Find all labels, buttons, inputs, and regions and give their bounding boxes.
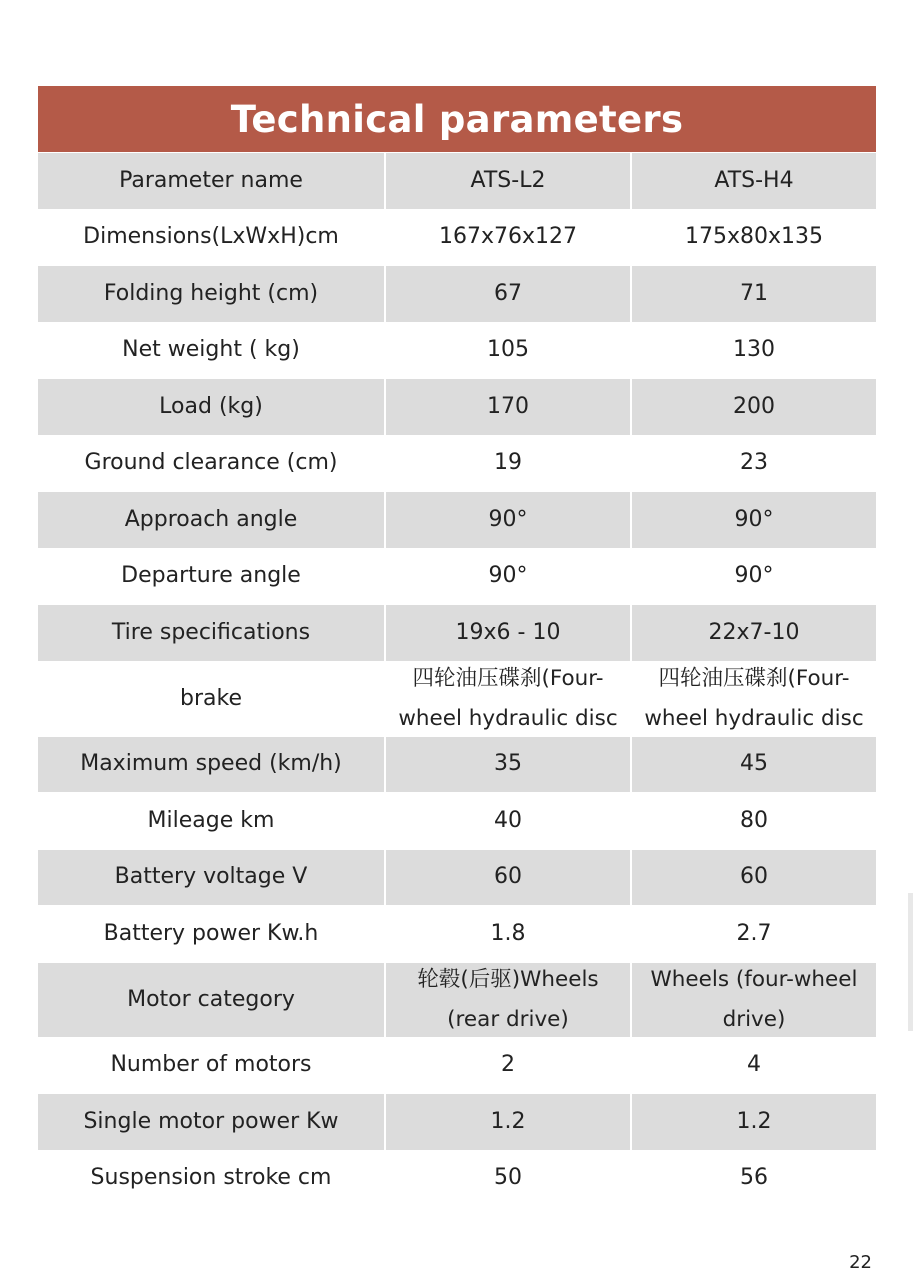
row-value-h4: 90° xyxy=(630,549,876,605)
row-label: Motor category xyxy=(38,963,384,1037)
row-value-l2: 40 xyxy=(384,793,630,849)
row-label: Net weight ( kg) xyxy=(122,337,300,363)
row-value-h4 xyxy=(630,963,876,1037)
table-row xyxy=(38,491,876,548)
row-value-h4: 2.7 xyxy=(630,906,876,962)
row-value-l2: 90° xyxy=(384,549,630,605)
row-label: Departure angle xyxy=(121,563,301,589)
table-body xyxy=(38,152,876,1206)
row-value-h4-line2: wheel hydraulic disc xyxy=(644,705,864,731)
row-value-h4: 200 xyxy=(630,379,876,435)
row-value-l2: 50 xyxy=(384,1151,630,1207)
table-row xyxy=(38,792,876,849)
row-value-l2-line1: 轮毂(后驱)Wheels xyxy=(417,966,599,992)
row-value-l2-line2: wheel hydraulic disc xyxy=(398,705,618,731)
row-value-h4: 130 xyxy=(630,323,876,379)
row-value-h4: 80 xyxy=(630,793,876,849)
row-value-l2: 67 xyxy=(384,266,630,322)
row-value-l2: 1.2 xyxy=(384,1094,630,1150)
table-row xyxy=(38,209,876,266)
row-value-h4-line1: Wheels (four-wheel xyxy=(650,966,858,992)
row-label: Dimensions(LxWxH)cm xyxy=(83,224,339,250)
table-row xyxy=(38,1150,876,1207)
row-value-h4-line2: drive) xyxy=(722,1006,786,1032)
row-label: Battery voltage V xyxy=(38,850,384,906)
row-value-h4: 175x80x135 xyxy=(630,210,876,266)
row-label: Single motor power Kw xyxy=(38,1094,384,1150)
table-row xyxy=(38,322,876,379)
row-value-h4-line1: 四轮油压碟刹(Four- xyxy=(658,665,850,691)
table-row xyxy=(38,548,876,605)
parameters-table xyxy=(38,86,876,1206)
row-label: Tire specifications xyxy=(38,605,384,661)
table-row xyxy=(38,604,876,661)
row-value-l2: 167x76x127 xyxy=(384,210,630,266)
row-value-l2 xyxy=(384,963,630,1037)
row-value-l2-line1: 四轮油压碟刹(Four- xyxy=(412,665,604,691)
table-row xyxy=(38,1093,876,1150)
row-label: Load (kg) xyxy=(38,379,384,435)
row-value-h4: 90° xyxy=(630,492,876,548)
header-ats-l2: ATS-L2 xyxy=(384,153,630,209)
row-value-l2 xyxy=(384,662,630,736)
table-row xyxy=(38,962,876,1037)
row-value-h4: 4 xyxy=(630,1038,876,1094)
page-number: 22 xyxy=(849,1252,872,1273)
table-row xyxy=(38,265,876,322)
table-row xyxy=(38,661,876,736)
row-label: Mileage km xyxy=(147,807,275,833)
row-label: Approach angle xyxy=(38,492,384,548)
row-value-h4: 71 xyxy=(630,266,876,322)
row-value-l2: 170 xyxy=(384,379,630,435)
header-ats-h4: ATS-H4 xyxy=(630,153,876,209)
row-value-h4 xyxy=(630,662,876,736)
row-value-l2: 90° xyxy=(384,492,630,548)
row-value-l2: 60 xyxy=(384,850,630,906)
table-row xyxy=(38,1037,876,1094)
row-value-l2: 1.8 xyxy=(384,906,630,962)
row-label: Ground clearance (cm) xyxy=(84,450,338,476)
row-value-h4: 1.2 xyxy=(630,1094,876,1150)
table-title: Technical parameters xyxy=(38,86,876,152)
row-label: Number of motors xyxy=(110,1052,312,1078)
page-edge-shadow xyxy=(908,893,913,1031)
row-label: brake xyxy=(180,685,242,711)
row-value-l2: 19x6 - 10 xyxy=(384,605,630,661)
row-value-h4: 56 xyxy=(630,1151,876,1207)
row-value-h4: 45 xyxy=(630,737,876,793)
row-label: Suspension stroke cm xyxy=(90,1165,332,1191)
header-parameter-name: Parameter name xyxy=(38,153,384,209)
table-row xyxy=(38,849,876,906)
row-label: Battery power Kw.h xyxy=(103,920,319,946)
row-label: Folding height (cm) xyxy=(38,266,384,322)
table-row xyxy=(38,435,876,492)
table-row xyxy=(38,378,876,435)
table-row xyxy=(38,905,876,962)
table-row xyxy=(38,736,876,793)
row-value-l2: 105 xyxy=(384,323,630,379)
row-value-h4: 60 xyxy=(630,850,876,906)
row-value-l2: 35 xyxy=(384,737,630,793)
row-value-l2: 19 xyxy=(384,436,630,492)
table-header-row xyxy=(38,152,876,209)
row-value-h4: 23 xyxy=(630,436,876,492)
row-value-l2-line2: (rear drive) xyxy=(447,1006,569,1032)
row-label: Maximum speed (km/h) xyxy=(38,737,384,793)
row-value-h4: 22x7-10 xyxy=(630,605,876,661)
row-value-l2: 2 xyxy=(384,1038,630,1094)
